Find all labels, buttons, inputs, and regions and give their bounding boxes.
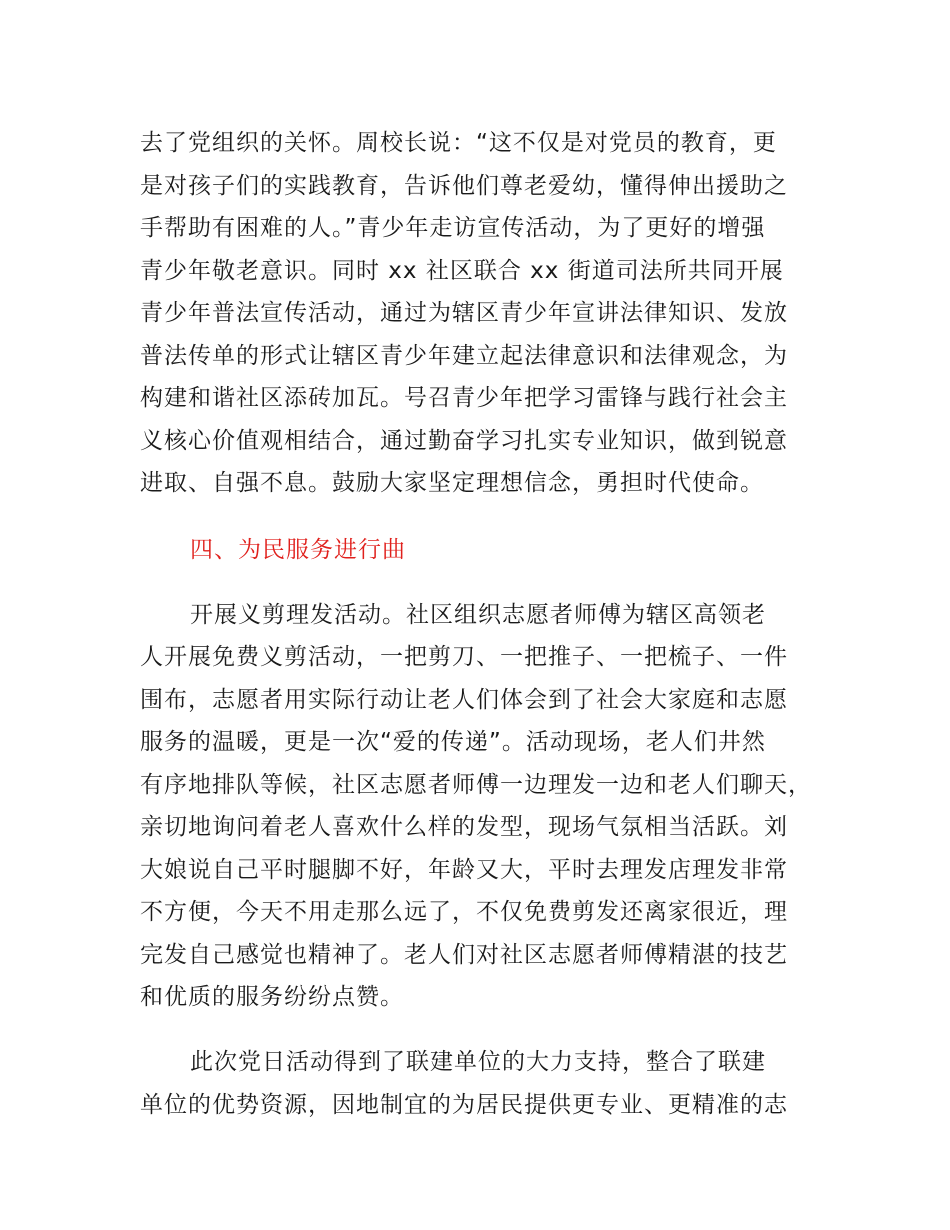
paragraph-line: 亲切地询问着老人喜欢什么样的发型，现场气氛相当活跃。刘 (140, 814, 788, 840)
paragraph-line: 大娘说自己平时腿脚不好，年龄又大，平时去理发店理发非常 (140, 857, 788, 883)
paragraph-line: 是对孩子们的实践教育，告诉他们尊老爱幼，懂得伸出援助之 (140, 173, 788, 199)
paragraph-line: 进取、自强不息。鼓励大家坚定理想信念，勇担时代使命。 (140, 470, 764, 496)
paragraph-line: 不方便，今天不用走那么远了，不仅免费剪发还离家很近，理 (140, 899, 788, 925)
paragraph-line: 构建和谐社区添砖加瓦。号召青少年把学习雷锋与践行社会主 (140, 385, 788, 411)
paragraph-line: 手帮助有困难的人。”青少年走访宣传活动，为了更好的增强 (140, 215, 766, 241)
paragraph-line: 此次党日活动得到了联建单位的大力支持，整合了联建 (190, 1049, 766, 1075)
paragraph-line: 围布，志愿者用实际行动让老人们体会到了社会大家庭和志愿 (140, 687, 788, 713)
paragraph-line: 青少年普法宣传活动，通过为辖区青少年宣讲法律知识、发放 (140, 300, 788, 326)
paragraph-line: 去了党组织的关怀。周校长说：“这不仅是对党员的教育，更 (140, 130, 777, 156)
paragraph-line: 普法传单的形式让辖区青少年建立起法律意识和法律观念，为 (140, 343, 788, 369)
paragraph-line: 完发自己感觉也精神了。老人们对社区志愿者师傅精湛的技艺 (140, 942, 788, 968)
paragraph-line: 人开展免费义剪活动，一把剪刀、一把推子、一把梳子、一件 (140, 644, 788, 670)
paragraph-line: 单位的优势资源，因地制宜的为居民提供更专业、更精准的志 (140, 1092, 788, 1118)
paragraph-line: 青少年敬老意识。同时 xx 社区联合 xx 街道司法所共同开展 (140, 258, 784, 284)
paragraph-line: 有序地排队等候，社区志愿者师傅一边理发一边和老人们聊天， (140, 772, 812, 798)
section-heading: 四、为民服务进行曲 (190, 537, 406, 563)
paragraph-line: 义核心价值观相结合，通过勤奋学习扎实专业知识，做到锐意 (140, 428, 788, 454)
paragraph-line: 和优质的服务纷纷点赞。 (140, 984, 404, 1010)
paragraph-line: 服务的温暖，更是一次“爱的传递”。活动现场，老人们井然 (140, 729, 766, 755)
paragraph-line: 开展义剪理发活动。社区组织志愿者师傅为辖区高领老 (190, 602, 766, 628)
